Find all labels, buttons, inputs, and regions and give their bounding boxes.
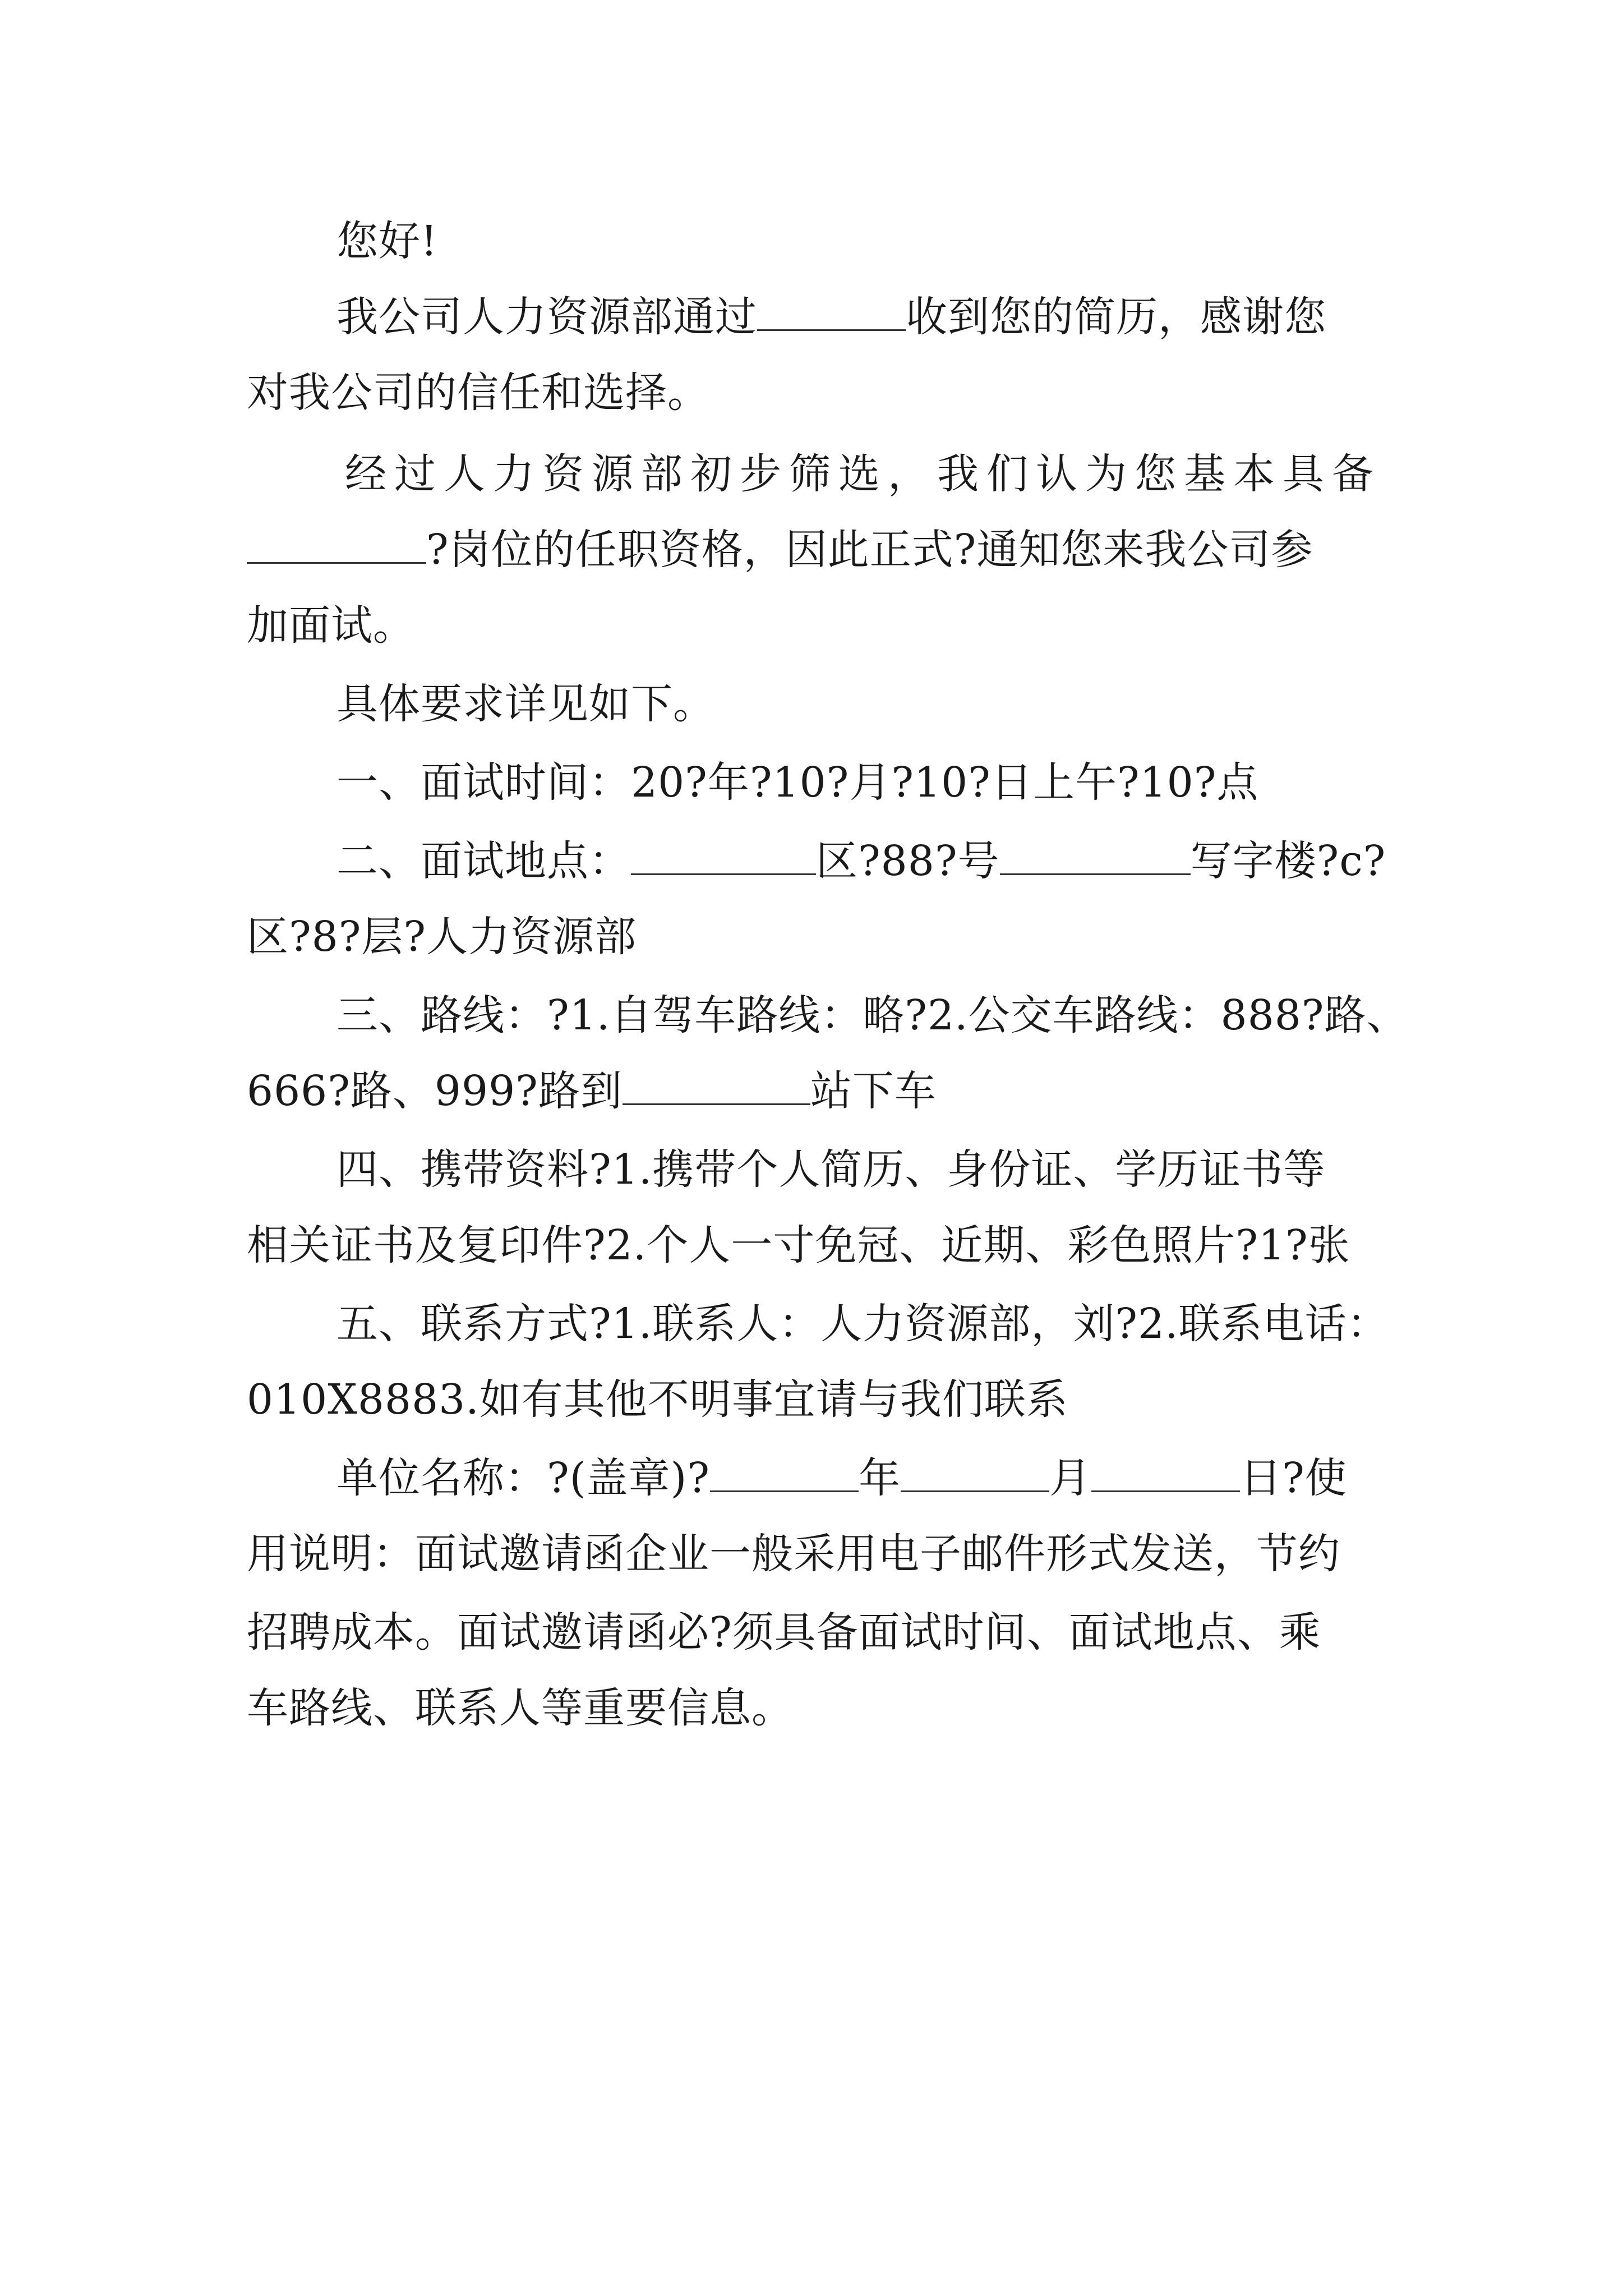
fill-blank-month	[901, 1455, 1049, 1492]
fill-blank-day	[1091, 1455, 1240, 1492]
fill-blank-year	[710, 1455, 859, 1492]
item-contact: 五、联系方式?1.联系人：人力资源部，刘?2.联系电话：	[336, 1300, 1389, 1348]
text-segment: 单位名称：?(盖章)?	[336, 1454, 711, 1502]
fill-blank-source	[757, 293, 906, 331]
text-segment: 区?88?号	[816, 837, 1000, 885]
fill-blank-building	[1000, 838, 1191, 875]
text-segment: 写字楼?c?	[1190, 837, 1386, 885]
item-documents-cont: 相关证书及复印件?2.个人一寸免冠、近期、彩色照片?1?张	[247, 1221, 1350, 1269]
text-segment: 站下车	[810, 1067, 937, 1115]
text-segment: 二、面试地点：	[336, 837, 631, 885]
paragraph-screening-cont	[247, 524, 1313, 575]
paragraph-screening: 经过人力资源部初步筛选，我们认为您基本具备	[345, 450, 1381, 498]
text-segment: 月	[1049, 1454, 1092, 1502]
paragraph-requirements-intro: 具体要求详见如下。	[336, 680, 715, 728]
usage-note-cont: 招聘成本。面试邀请函必?须具备面试时间、面试地点、乘	[247, 1608, 1321, 1657]
paragraph-screening-end: 加面试。	[247, 601, 415, 650]
signature-line	[336, 1453, 1347, 1503]
item-interview-location-cont: 区?8?层?人力资源部	[247, 913, 637, 961]
text-segment: 年	[859, 1454, 901, 1502]
greeting: 您好!	[336, 217, 438, 265]
item-interview-time: 一、面试时间：20?年?10?月?10?日上午?10?点	[336, 758, 1259, 807]
paragraph-received-resume-cont: 对我公司的信任和选择。	[247, 369, 709, 417]
item-contact-cont: 010X8883.如有其他不明事宜请与我们联系	[247, 1375, 1068, 1424]
fill-blank-bus-stop	[623, 1068, 810, 1105]
fill-blank-position	[247, 526, 426, 564]
item-documents: 四、携带资料?1.携带个人简历、身份证、学历证书等	[336, 1145, 1326, 1194]
text-segment: ?岗位的任职资格，因此正式?通知您来我公司参	[426, 526, 1313, 574]
fill-blank-district	[631, 838, 816, 875]
item-interview-location	[336, 836, 1386, 886]
text-segment: 666?路、999?路到	[247, 1067, 623, 1115]
text-segment: 收到您的简历，感谢您	[906, 293, 1326, 341]
usage-note-end: 车路线、联系人等重要信息。	[247, 1684, 794, 1732]
item-route-cont	[247, 1066, 937, 1116]
paragraph-received-resume	[336, 292, 1326, 342]
text-segment: 我公司人力资源部通过	[336, 293, 757, 341]
text-segment: 日?使	[1240, 1454, 1347, 1502]
item-route: 三、路线：?1.自驾车路线：略?2.公交车路线：888?路、	[336, 991, 1409, 1039]
usage-note: 用说明：面试邀请函企业一般采用电子邮件形式发送，节约	[247, 1530, 1340, 1578]
